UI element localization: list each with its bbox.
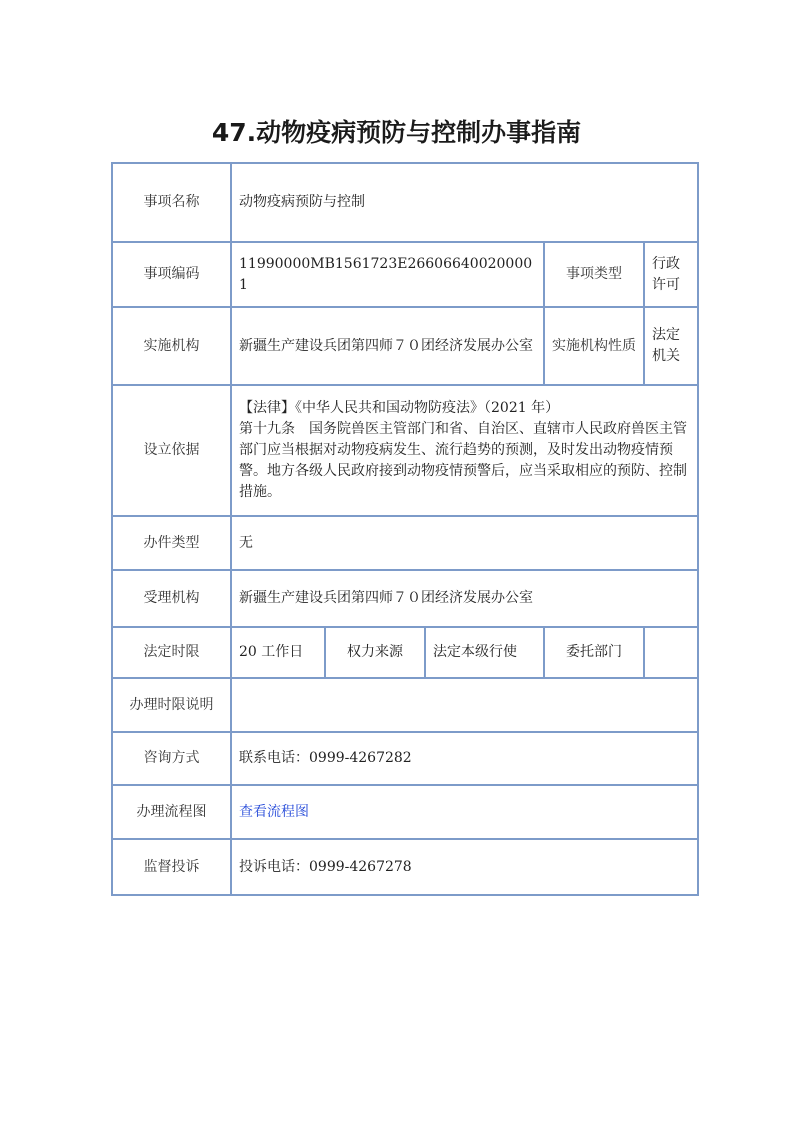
time-limit-note-value [231, 678, 698, 732]
flowchart-cell [231, 785, 698, 839]
legal-basis-value [231, 385, 698, 516]
complaint-value: 投诉电话：0999-4267278 [231, 839, 698, 895]
service-guide-table [111, 162, 699, 896]
entrusted-dept-value [644, 627, 698, 678]
row-time-limit [112, 627, 698, 678]
case-type-value: 无 [231, 516, 698, 570]
row-accepting-agency [112, 570, 698, 627]
case-type-label: 办件类型 [112, 516, 231, 570]
power-source-value: 法定本级行使 [425, 627, 544, 678]
consult-value: 联系电话：0999-4267282 [231, 732, 698, 785]
item-code-label: 事项编码 [112, 242, 231, 307]
complaint-label: 监督投诉 [112, 839, 231, 895]
item-name-label: 事项名称 [112, 163, 231, 242]
consult-label: 咨询方式 [112, 732, 231, 785]
accepting-agency-label: 受理机构 [112, 570, 231, 627]
row-legal-basis [112, 385, 698, 516]
row-case-type [112, 516, 698, 570]
item-type-label: 事项类型 [544, 242, 644, 307]
page-title: 47.动物疫病预防与控制办事指南 [211, 118, 582, 147]
legal-basis-law: 【法律】《中华人民共和国动物防疫法》（2021 年） [239, 400, 560, 416]
row-flowchart [112, 785, 698, 839]
flowchart-label: 办理流程图 [112, 785, 231, 839]
time-limit-label: 法定时限 [112, 627, 231, 678]
row-agency [112, 307, 698, 385]
row-complaint [112, 839, 698, 895]
row-item-name [112, 163, 698, 242]
legal-basis-article: 第十九条 国务院兽医主管部门和省、自治区、直辖市人民政府兽医主管部门应当根据对动物疫病发生、流行趋势的预测，及时发出动物疫情预警。地方各级人民政府接到动物疫情预警后，应当采取相应的预防、控制措施。 [239, 421, 687, 500]
legal-basis-label: 设立依据 [112, 385, 231, 516]
item-code-value: 11990000MB1561723E266066400200001 [231, 242, 544, 307]
agency-nature-label: 实施机构性质 [544, 307, 644, 385]
time-limit-value: 20 工作日 [231, 627, 325, 678]
accepting-agency-value: 新疆生产建设兵团第四师７０团经济发展办公室 [231, 570, 698, 627]
power-source-label: 权力来源 [325, 627, 425, 678]
entrusted-dept-label: 委托部门 [544, 627, 644, 678]
agency-value: 新疆生产建设兵团第四师７０团经济发展办公室 [231, 307, 544, 385]
item-type-value: 行政许可 [644, 242, 698, 307]
row-time-limit-note [112, 678, 698, 732]
row-item-code [112, 242, 698, 307]
row-consult [112, 732, 698, 785]
view-flowchart-link[interactable]: 查看流程图 [239, 803, 309, 820]
agency-nature-value: 法定机关 [644, 307, 698, 385]
item-name-value: 动物疫病预防与控制 [231, 163, 698, 242]
time-limit-note-label: 办理时限说明 [112, 678, 231, 732]
agency-label: 实施机构 [112, 307, 231, 385]
